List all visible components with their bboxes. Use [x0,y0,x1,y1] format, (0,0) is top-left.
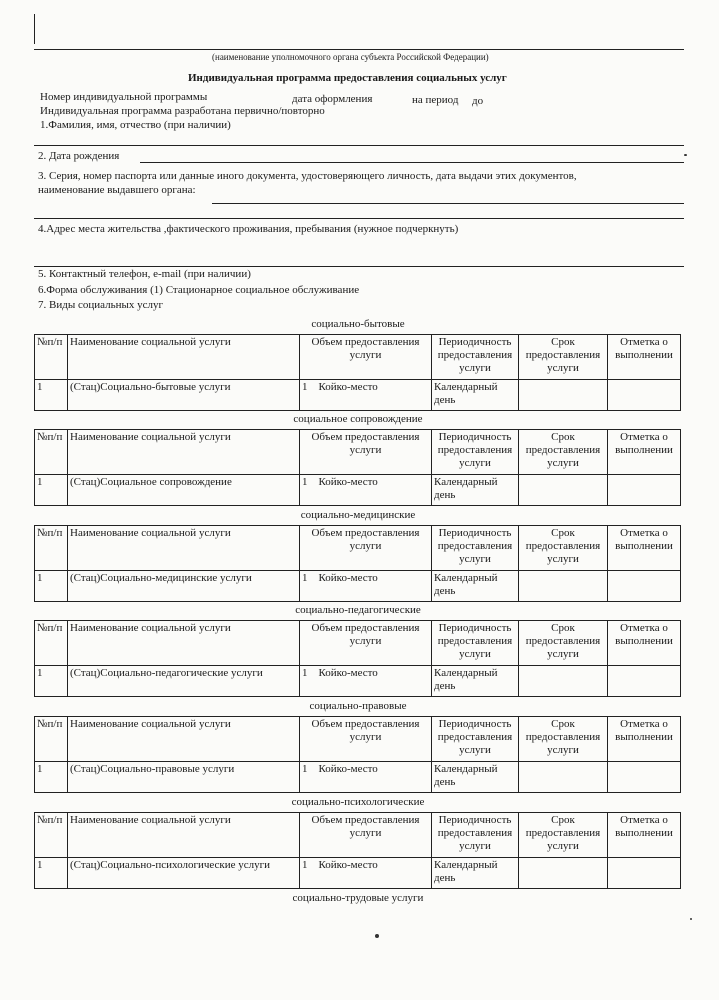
table-row [35,858,681,889]
header-term: Срок предоставления услуги [519,813,608,858]
cell-num: 1 [35,666,68,697]
volume-unit: Койко-место [318,476,378,488]
cell-mark [608,571,681,602]
volume-unit: Койко-место [318,763,378,775]
table-row [35,475,681,506]
services-table [34,812,681,889]
section-title: социальное сопровождение [293,413,423,425]
header-period: Периодичность предоставления услуги [432,335,519,380]
services-table [34,620,681,697]
cell-name: (Стац)Социально-правовые услуги [68,762,300,793]
cell-num: 1 [35,762,68,793]
header-volume: Объем предоставления услуги [300,335,432,380]
cell-mark [608,762,681,793]
volume-number: 1 [302,381,308,393]
cell-volume [300,380,432,411]
cell-name: (Стац)Социально-психологические услуги [68,858,300,889]
cell-volume [300,762,432,793]
service-form-label: 6.Форма обслуживания (1) Стационарное социальное обслуживание [38,284,360,296]
volume-number: 1 [302,763,308,775]
volume-unit: Койко-место [318,859,378,871]
cell-period: Календарный день [432,762,519,793]
table-row [35,666,681,697]
header-name: Наименование социальной услуги [68,717,300,762]
passport-label-2: наименование выдавшего органа: [38,184,196,196]
issue-date-label: дата оформления [292,93,373,105]
header-period: Периодичность предоставления услуги [432,813,519,858]
cell-term [519,762,608,793]
services-table [34,716,681,793]
volume-number: 1 [302,859,308,871]
program-number-label: Номер индивидуальной программы [40,91,208,103]
services-table [34,334,681,411]
header-volume: Объем предоставления услуги [300,813,432,858]
cell-volume [300,858,432,889]
cell-num: 1 [35,571,68,602]
table-row [35,571,681,602]
separator-line [34,218,684,219]
address-label: 4.Адрес места жительства ,фактического проживания, пребывания (нужное подчеркнуть) [38,223,459,235]
volume-number: 1 [302,572,308,584]
header-volume: Объем предоставления услуги [300,717,432,762]
header-mark: Отметка о выполнении [608,335,681,380]
header-period: Периодичность предоставления услуги [432,526,519,571]
header-volume: Объем предоставления услуги [300,621,432,666]
cell-num: 1 [35,380,68,411]
header-num: №п/п [35,717,68,762]
header-num: №п/п [35,621,68,666]
header-name: Наименование социальной услуги [68,526,300,571]
document-title: Индивидуальная программа предоставления социальных услуг [188,72,507,84]
authority-caption: (наименование уполномочного органа субъекта Российской Федерации) [212,52,489,62]
cell-term [519,666,608,697]
volume-number: 1 [302,667,308,679]
phone-label: 5. Контактный телефон, e-mail (при наличии) [38,268,251,280]
header-mark: Отметка о выполнении [608,430,681,475]
header-name: Наименование социальной услуги [68,621,300,666]
scan-speck [375,934,379,938]
section-title: социально-трудовые услуги [292,892,424,904]
section-title: социально-правовые [309,700,407,712]
section-title: социально-медицинские [300,509,416,521]
developed-label: Индивидуальная программа разработана первично/повторно [40,105,325,117]
header-name: Наименование социальной услуги [68,813,300,858]
header-mark: Отметка о выполнении [608,813,681,858]
header-term: Срок предоставления услуги [519,335,608,380]
cell-name: (Стац)Социально-педагогические услуги [68,666,300,697]
fio-label: 1.Фамилия, имя, отчество (при наличии) [40,119,231,131]
cell-name: (Стац)Социально-медицинские услуги [68,571,300,602]
scan-speck [690,918,692,920]
fio-line [34,145,684,146]
cell-volume [300,571,432,602]
volume-unit: Койко-место [318,381,378,393]
authority-line [34,49,684,50]
header-num: №п/п [35,430,68,475]
service-types-label: 7. Виды социальных услуг [38,299,164,311]
services-table [34,525,681,602]
header-period: Периодичность предоставления услуги [432,430,519,475]
header-mark: Отметка о выполнении [608,621,681,666]
header-period: Периодичность предоставления услуги [432,717,519,762]
birth-date-line [140,162,684,163]
cell-num: 1 [35,858,68,889]
cell-period: Календарный день [432,858,519,889]
header-volume: Объем предоставления услуги [300,526,432,571]
section-title: социально-бытовые [311,318,405,330]
corner-mark [34,14,35,44]
table-row [35,380,681,411]
cell-period: Календарный день [432,571,519,602]
header-num: №п/п [35,526,68,571]
cell-mark [608,666,681,697]
cell-mark [608,380,681,411]
cell-volume [300,666,432,697]
header-name: Наименование социальной услуги [68,335,300,380]
cell-period: Календарный день [432,666,519,697]
section-title: социально-педагогические [295,604,421,616]
services-table [34,429,681,506]
cell-period: Календарный день [432,475,519,506]
birth-date-label: 2. Дата рождения [38,150,120,162]
cell-name: (Стац)Социальное сопровождение [68,475,300,506]
period-label: на период [412,94,459,106]
cell-mark [608,475,681,506]
header-num: №п/п [35,813,68,858]
address-line [34,266,684,267]
cell-mark [608,858,681,889]
scan-speck [684,154,687,156]
volume-unit: Койко-место [318,572,378,584]
header-period: Периодичность предоставления услуги [432,621,519,666]
cell-term [519,571,608,602]
header-num: №п/п [35,335,68,380]
passport-label-1: 3. Серия, номер паспорта или данные иного документа, удостоверяющего личность, дата выдачи этих документов, [38,170,577,182]
cell-num: 1 [35,475,68,506]
header-volume: Объем предоставления услуги [300,430,432,475]
header-term: Срок предоставления услуги [519,526,608,571]
volume-unit: Койко-место [318,667,378,679]
period-to-label: до [472,95,484,107]
cell-term [519,380,608,411]
cell-name: (Стац)Социально-бытовые услуги [68,380,300,411]
header-name: Наименование социальной услуги [68,430,300,475]
header-term: Срок предоставления услуги [519,717,608,762]
header-mark: Отметка о выполнении [608,717,681,762]
header-term: Срок предоставления услуги [519,430,608,475]
header-term: Срок предоставления услуги [519,621,608,666]
cell-term [519,475,608,506]
cell-term [519,858,608,889]
table-row [35,762,681,793]
section-title: социально-психологические [291,796,425,808]
header-mark: Отметка о выполнении [608,526,681,571]
passport-line [212,203,684,204]
cell-volume [300,475,432,506]
cell-period: Календарный день [432,380,519,411]
volume-number: 1 [302,476,308,488]
